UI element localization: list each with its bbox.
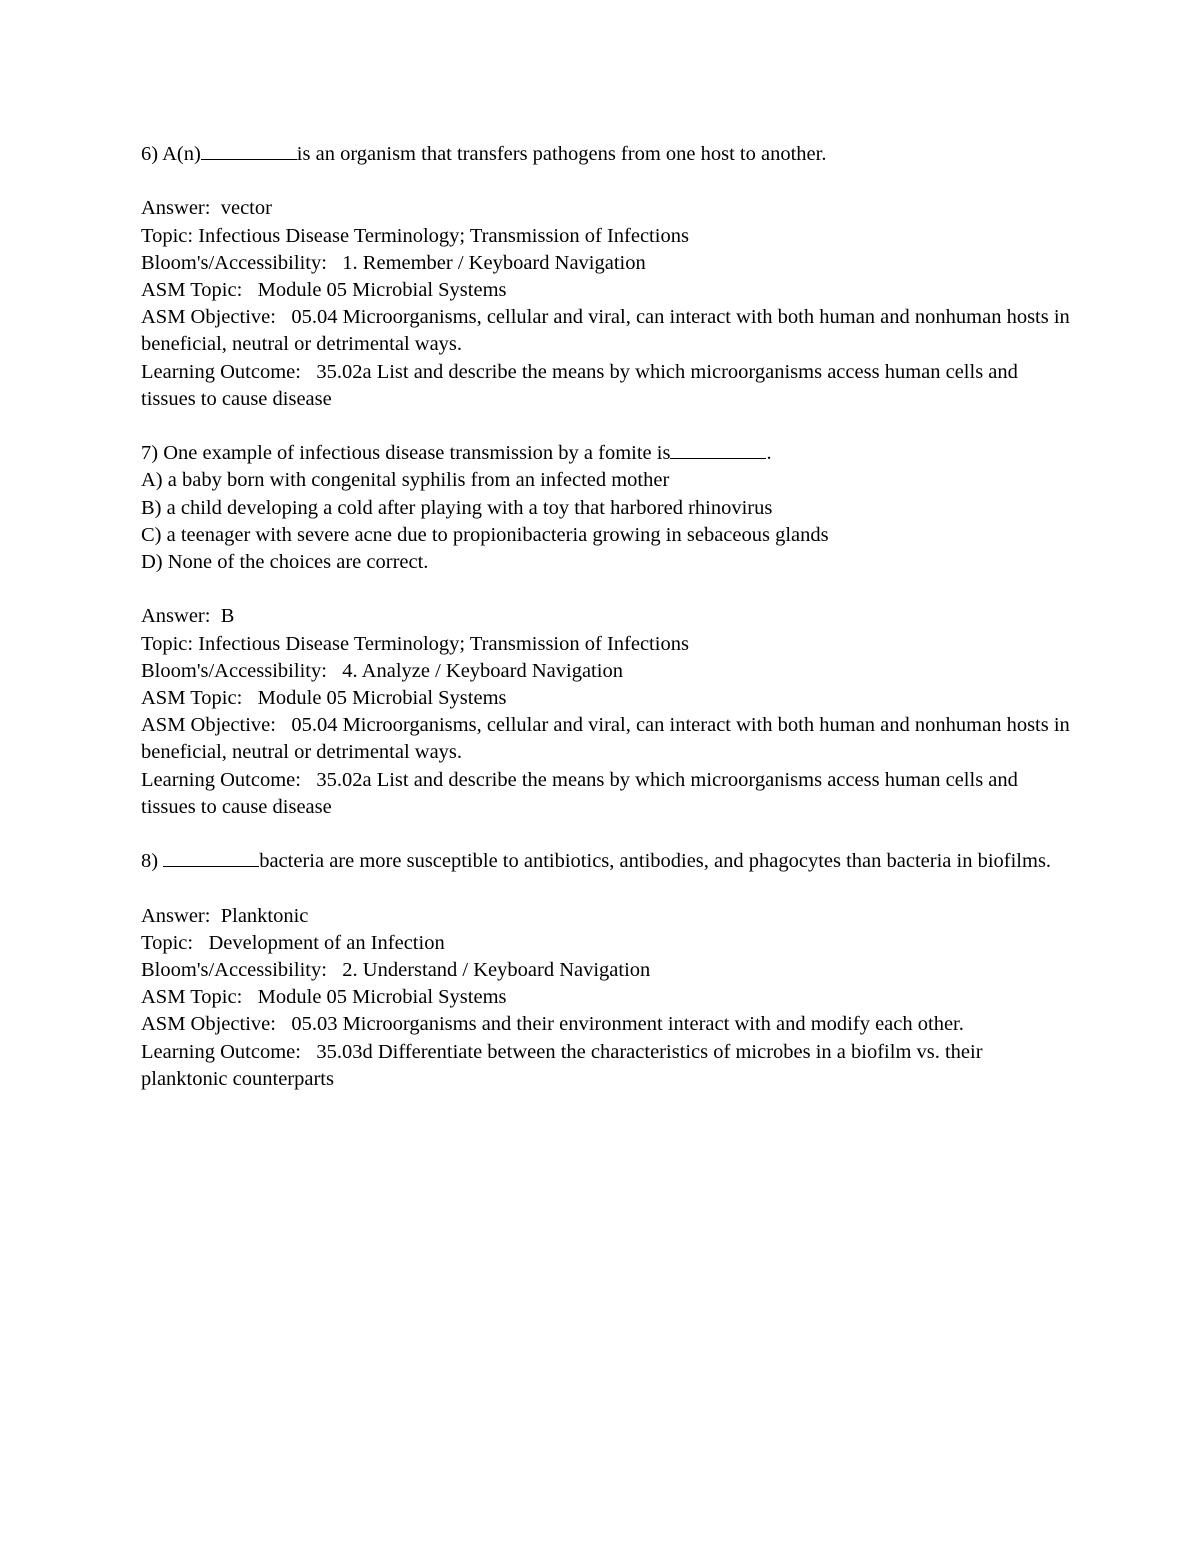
topic-line — [141, 223, 1071, 250]
answer-value: vector — [220, 197, 272, 220]
answer-blank — [670, 440, 766, 459]
learning-outcome-value: 35.02a List and describe the means by which microorganisms access human cells and tissues to cause disease — [141, 360, 1018, 410]
bloom-value: 4. Analyze / Keyboard Navigation — [342, 659, 623, 682]
asm-objective-value: 05.03 Microorganisms and their environment interact with and modify each other. — [291, 1013, 964, 1036]
asm-topic-value: Module 05 Microbial Systems — [257, 986, 507, 1009]
topic-value: Infectious Disease Terminology; Transmission of Infections — [198, 632, 689, 655]
learning-outcome-label: Learning Outcome: — [141, 768, 301, 791]
asm-topic-value: Module 05 Microbial Systems — [257, 279, 507, 301]
question-number: 8) — [141, 850, 159, 873]
stem-after: . — [766, 442, 772, 465]
answer-metadata — [141, 603, 1071, 821]
choice-list — [141, 467, 1071, 576]
answer-metadata — [141, 195, 1071, 413]
asm-objective-line — [141, 712, 1071, 766]
bloom-line — [141, 250, 1071, 277]
choice-d: D) None of the choices are correct. — [141, 551, 429, 574]
bloom-label: Bloom's/Accessibility: — [141, 959, 327, 982]
answer-metadata — [141, 903, 1071, 1093]
asm-topic-label: ASM Topic: — [141, 279, 243, 301]
answer-line — [141, 903, 1071, 930]
asm-topic-line — [141, 984, 1071, 1011]
question-number: 7) — [141, 442, 159, 465]
bloom-label: Bloom's/Accessibility: — [141, 659, 327, 682]
stem-before: A(n) — [162, 143, 201, 165]
question-stem — [141, 848, 1071, 875]
bloom-value: 2. Understand / Keyboard Navigation — [342, 959, 651, 982]
topic-label: Topic: — [141, 632, 194, 655]
learning-outcome-value: 35.02a List and describe the means by which microorganisms access human cells and tissues to cause disease — [141, 768, 1018, 818]
answer-label: Answer: — [141, 197, 211, 220]
asm-topic-label: ASM Topic: — [141, 986, 243, 1009]
question-8 — [141, 848, 1071, 1093]
asm-objective-value: 05.04 Microorganisms, cellular and viral, can interact with both human and nonhuman hosts in beneficial, neutral or detrimental ways. — [141, 306, 1070, 356]
topic-line — [141, 631, 1071, 658]
question-number: 6) — [141, 143, 159, 165]
choice-c: C) a teenager with severe acne due to propionibacteria growing in sebaceous glands — [141, 523, 829, 546]
topic-value: Infectious Disease Terminology; Transmission of Infections — [198, 224, 689, 247]
topic-label: Topic: — [141, 224, 194, 247]
learning-outcome-line — [141, 1039, 1071, 1093]
asm-topic-line — [141, 685, 1071, 712]
stem-after: bacteria are more susceptible to antibiotics, antibodies, and phagocytes than bacteria in biofilms. — [259, 850, 1052, 873]
answer-value: B — [220, 605, 235, 628]
stem-before: One example of infectious disease transmission by a fomite is — [163, 442, 671, 465]
question-6 — [141, 141, 1071, 413]
answer-value: Planktonic — [220, 904, 309, 927]
question-7 — [141, 440, 1071, 821]
asm-objective-line — [141, 1011, 1071, 1038]
learning-outcome-line — [141, 767, 1071, 821]
learning-outcome-line — [141, 359, 1071, 413]
learning-outcome-label: Learning Outcome: — [141, 1040, 301, 1063]
answer-blank — [201, 141, 297, 160]
answer-line — [141, 603, 1071, 630]
answer-label: Answer: — [141, 904, 211, 927]
answer-blank — [163, 848, 259, 867]
asm-topic-line — [141, 277, 1071, 304]
bloom-value: 1. Remember / Keyboard Navigation — [342, 251, 646, 274]
bloom-line — [141, 658, 1071, 685]
bloom-label: Bloom's/Accessibility: — [141, 251, 327, 274]
answer-label: Answer: — [141, 605, 211, 628]
asm-objective-line — [141, 304, 1071, 358]
stem-after: is an organism that transfers pathogens from one host to another. — [296, 143, 827, 165]
question-stem — [141, 440, 1071, 467]
choice-a: A) a baby born with congenital syphilis from an infected mother — [141, 469, 670, 492]
asm-objective-label: ASM Objective: — [141, 1013, 276, 1036]
topic-line — [141, 930, 1071, 957]
topic-label: Topic: — [141, 931, 194, 954]
bloom-line — [141, 957, 1071, 984]
answer-line — [141, 195, 1071, 222]
asm-objective-value: 05.04 Microorganisms, cellular and viral, can interact with both human and nonhuman hosts in beneficial, neutral or detrimental ways. — [141, 714, 1070, 764]
asm-objective-label: ASM Objective: — [141, 306, 276, 329]
learning-outcome-value: 35.03d Differentiate between the characteristics of microbes in a biofilm vs. their planktonic counterparts — [141, 1040, 983, 1090]
question-stem — [141, 141, 1071, 168]
choice-b: B) a child developing a cold after playing with a toy that harbored rhinovirus — [141, 496, 773, 519]
document-page — [141, 141, 1071, 1120]
asm-topic-label: ASM Topic: — [141, 687, 243, 710]
topic-value: Development of an Infection — [208, 931, 445, 954]
learning-outcome-label: Learning Outcome: — [141, 360, 301, 383]
asm-objective-label: ASM Objective: — [141, 714, 276, 737]
asm-topic-value: Module 05 Microbial Systems — [257, 687, 507, 710]
